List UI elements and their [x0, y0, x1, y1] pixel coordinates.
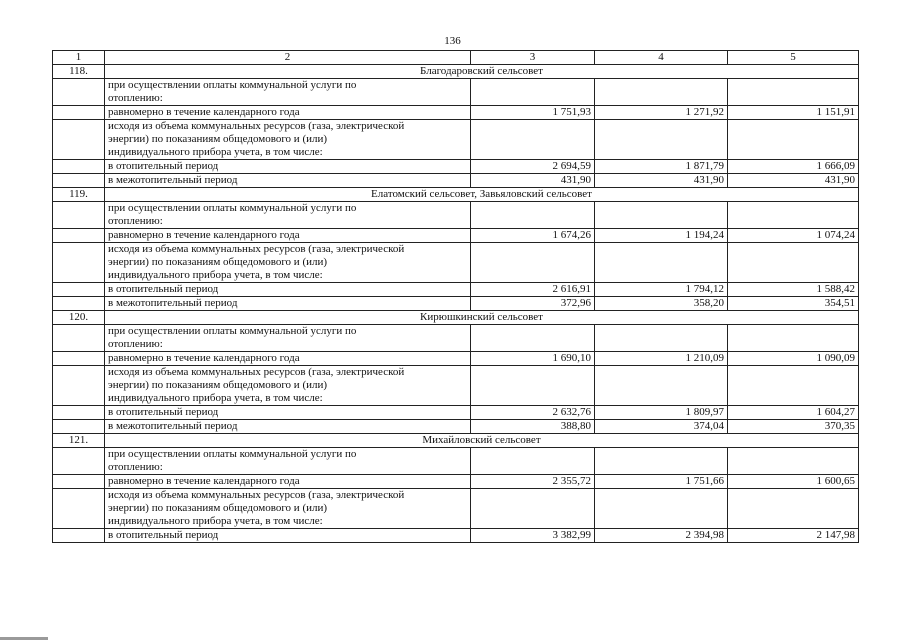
row-label-line: при осуществлении оплаты коммунальной услуги по	[108, 79, 357, 91]
row-label-line: энергии) по показаниям общедомового и (или)	[108, 256, 328, 268]
empty-number-cell	[53, 202, 105, 229]
value-cell: 1 600,65	[728, 475, 859, 489]
page-number: 136	[444, 35, 461, 47]
row-label-line: в межотопительный период	[108, 174, 238, 186]
row-label	[105, 297, 471, 311]
value-cell: 1 151,91	[728, 106, 859, 120]
value-cell: 1 090,09	[728, 352, 859, 366]
row-label-line: исходя из объема коммунальных ресурсов (газа, электрической	[108, 243, 405, 255]
table-row	[53, 243, 859, 283]
row-label	[105, 79, 471, 106]
value-cell	[471, 489, 595, 529]
empty-number-cell	[53, 489, 105, 529]
row-label-line: энергии) по показаниям общедомового и (или)	[108, 379, 328, 391]
table-row	[53, 366, 859, 406]
value-cell	[728, 489, 859, 529]
row-label	[105, 229, 471, 243]
value-cell	[728, 243, 859, 283]
table-row	[53, 420, 859, 434]
section-title: Кирюшкинский сельсовет	[105, 311, 859, 325]
table-body	[53, 51, 859, 543]
value-cell: 1 588,42	[728, 283, 859, 297]
value-cell: 388,80	[471, 420, 595, 434]
empty-number-cell	[53, 160, 105, 174]
empty-number-cell	[53, 352, 105, 366]
row-label	[105, 448, 471, 475]
value-cell	[728, 120, 859, 160]
row-label-line: исходя из объема коммунальных ресурсов (газа, электрической	[108, 120, 405, 132]
row-label	[105, 366, 471, 406]
row-label	[105, 120, 471, 160]
row-label	[105, 352, 471, 366]
value-cell: 2 632,76	[471, 406, 595, 420]
value-cell: 1 871,79	[595, 160, 728, 174]
row-label-line: индивидуального прибора учета, в том числе:	[108, 515, 323, 527]
value-cell: 374,04	[595, 420, 728, 434]
value-cell: 1 690,10	[471, 352, 595, 366]
tariff-table	[52, 50, 859, 543]
value-cell	[728, 366, 859, 406]
value-cell: 370,35	[728, 420, 859, 434]
value-cell: 1 604,27	[728, 406, 859, 420]
value-cell: 1 074,24	[728, 229, 859, 243]
row-label-line: индивидуального прибора учета, в том числе:	[108, 392, 323, 404]
value-cell: 2 147,98	[728, 529, 859, 543]
row-label-line: исходя из объема коммунальных ресурсов (газа, электрической	[108, 366, 405, 378]
table-row	[53, 325, 859, 352]
value-cell	[595, 120, 728, 160]
row-label	[105, 475, 471, 489]
value-cell: 3 382,99	[471, 529, 595, 543]
empty-number-cell	[53, 448, 105, 475]
row-label	[105, 106, 471, 120]
table-row	[53, 174, 859, 188]
value-cell	[728, 202, 859, 229]
column-header: 3	[471, 51, 595, 65]
row-label-line: в отопительный период	[108, 160, 219, 172]
value-cell	[471, 120, 595, 160]
value-cell: 1 809,97	[595, 406, 728, 420]
value-cell: 354,51	[728, 297, 859, 311]
table-row	[53, 529, 859, 543]
row-label-line: в межотопительный период	[108, 297, 238, 309]
section-row	[53, 65, 859, 79]
value-cell: 372,96	[471, 297, 595, 311]
value-cell	[471, 366, 595, 406]
section-row	[53, 434, 859, 448]
table-row	[53, 475, 859, 489]
column-header: 5	[728, 51, 859, 65]
value-cell: 358,20	[595, 297, 728, 311]
value-cell	[728, 79, 859, 106]
row-label-line: равномерно в течение календарного года	[108, 352, 300, 364]
row-label-line: равномерно в течение календарного года	[108, 106, 300, 118]
empty-number-cell	[53, 406, 105, 420]
value-cell: 1 794,12	[595, 283, 728, 297]
row-label-line: равномерно в течение календарного года	[108, 229, 300, 241]
value-cell	[595, 489, 728, 529]
value-cell: 2 394,98	[595, 529, 728, 543]
row-label-line: энергии) по показаниям общедомового и (или)	[108, 133, 328, 145]
section-row	[53, 188, 859, 202]
row-label-line: индивидуального прибора учета, в том числе:	[108, 269, 323, 281]
row-label	[105, 529, 471, 543]
row-label	[105, 202, 471, 229]
row-label-line: при осуществлении оплаты коммунальной услуги по	[108, 202, 357, 214]
empty-number-cell	[53, 120, 105, 160]
row-label-line: в межотопительный период	[108, 420, 238, 432]
empty-number-cell	[53, 243, 105, 283]
empty-number-cell	[53, 106, 105, 120]
value-cell	[471, 243, 595, 283]
row-label-line: при осуществлении оплаты коммунальной услуги по	[108, 325, 357, 337]
value-cell: 2 616,91	[471, 283, 595, 297]
table-row	[53, 448, 859, 475]
value-cell: 2 694,59	[471, 160, 595, 174]
row-label-line: отоплению:	[108, 92, 163, 104]
value-cell: 2 355,72	[471, 475, 595, 489]
empty-number-cell	[53, 420, 105, 434]
row-label	[105, 160, 471, 174]
empty-number-cell	[53, 325, 105, 352]
row-label-line: в отопительный период	[108, 283, 219, 295]
section-row	[53, 311, 859, 325]
table-row	[53, 283, 859, 297]
row-label	[105, 325, 471, 352]
table-row	[53, 160, 859, 174]
row-label-line: при осуществлении оплаты коммунальной услуги по	[108, 448, 357, 460]
table-row	[53, 297, 859, 311]
section-number: 121.	[53, 434, 105, 448]
value-cell: 1 210,09	[595, 352, 728, 366]
row-label-line: исходя из объема коммунальных ресурсов (газа, электрической	[108, 489, 405, 501]
row-label-line: в отопительный период	[108, 529, 219, 541]
table-row	[53, 229, 859, 243]
value-cell: 431,90	[471, 174, 595, 188]
section-title: Елатомский сельсовет, Завьяловский сельсовет	[105, 188, 859, 202]
table-row	[53, 79, 859, 106]
row-label	[105, 174, 471, 188]
empty-number-cell	[53, 475, 105, 489]
empty-number-cell	[53, 79, 105, 106]
empty-number-cell	[53, 297, 105, 311]
column-header: 4	[595, 51, 728, 65]
value-cell: 1 271,92	[595, 106, 728, 120]
value-cell	[595, 448, 728, 475]
value-cell	[595, 325, 728, 352]
value-cell	[471, 325, 595, 352]
row-label-line: отоплению:	[108, 461, 163, 473]
row-label-line: отоплению:	[108, 215, 163, 227]
header-row	[53, 51, 859, 65]
value-cell	[595, 202, 728, 229]
value-cell	[595, 243, 728, 283]
section-title: Благодаровский сельсовет	[105, 65, 859, 79]
section-title: Михайловский сельсовет	[105, 434, 859, 448]
row-label	[105, 243, 471, 283]
value-cell	[471, 448, 595, 475]
empty-number-cell	[53, 229, 105, 243]
row-label-line: в отопительный период	[108, 406, 219, 418]
row-label	[105, 406, 471, 420]
table-row	[53, 202, 859, 229]
value-cell: 1 751,66	[595, 475, 728, 489]
value-cell: 431,90	[595, 174, 728, 188]
row-label-line: индивидуального прибора учета, в том числе:	[108, 146, 323, 158]
value-cell: 1 751,93	[471, 106, 595, 120]
value-cell: 431,90	[728, 174, 859, 188]
value-cell	[728, 448, 859, 475]
row-label	[105, 420, 471, 434]
empty-number-cell	[53, 174, 105, 188]
row-label-line: энергии) по показаниям общедомового и (или)	[108, 502, 328, 514]
value-cell: 1 194,24	[595, 229, 728, 243]
empty-number-cell	[53, 366, 105, 406]
column-header: 1	[53, 51, 105, 65]
section-number: 120.	[53, 311, 105, 325]
table-row	[53, 106, 859, 120]
table-row	[53, 352, 859, 366]
row-label-line: равномерно в течение календарного года	[108, 475, 300, 487]
row-label	[105, 489, 471, 529]
value-cell: 1 666,09	[728, 160, 859, 174]
value-cell: 1 674,26	[471, 229, 595, 243]
section-number: 118.	[53, 65, 105, 79]
value-cell	[595, 79, 728, 106]
value-cell	[471, 79, 595, 106]
column-header: 2	[105, 51, 471, 65]
row-label-line: отоплению:	[108, 338, 163, 350]
value-cell	[595, 366, 728, 406]
section-number: 119.	[53, 188, 105, 202]
value-cell	[471, 202, 595, 229]
table-row	[53, 406, 859, 420]
row-label	[105, 283, 471, 297]
empty-number-cell	[53, 283, 105, 297]
table-row	[53, 489, 859, 529]
empty-number-cell	[53, 529, 105, 543]
table-row	[53, 120, 859, 160]
value-cell	[728, 325, 859, 352]
